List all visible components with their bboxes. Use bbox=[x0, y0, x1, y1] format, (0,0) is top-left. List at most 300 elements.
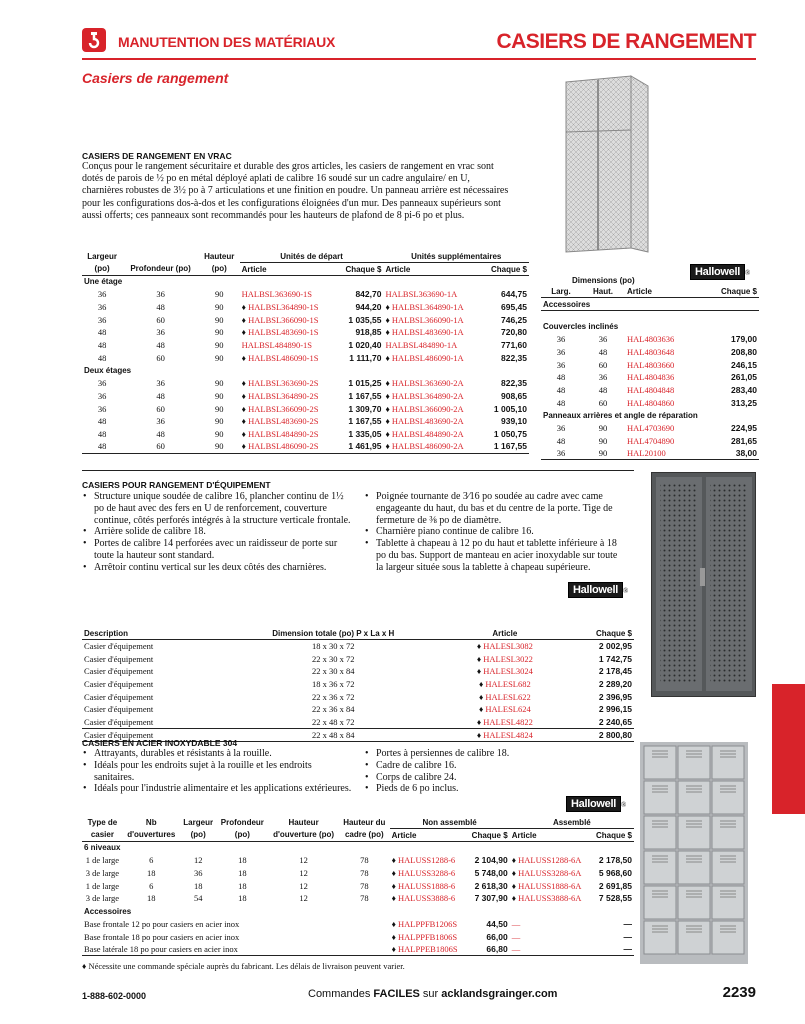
article-number[interactable]: HALUSS3888-6A bbox=[518, 893, 582, 904]
article-cell bbox=[383, 440, 481, 453]
article-cell: ♦ HALUSS3888-6A bbox=[511, 893, 582, 904]
group-label: Couvercles inclinés bbox=[543, 322, 619, 332]
registered-mark: ® bbox=[620, 801, 627, 809]
article-cell: ♦ HALESL622 bbox=[478, 691, 531, 702]
cell-depth: 60 bbox=[156, 441, 165, 452]
table-row bbox=[82, 313, 529, 326]
cell-price: 2 104,90 bbox=[474, 855, 508, 866]
feature-bullet: • Tablette à chapeau à 12 po du haut et tablette inférieure à 18 po du bas. Support de manteau en acier inoxydable sur toute la largeur située sous la tablette à chapeau supérieure. bbox=[364, 538, 626, 573]
article-number[interactable]: HALESL682 bbox=[485, 679, 531, 690]
article-number[interactable]: HALBSL486090-1A bbox=[391, 352, 464, 363]
bulk-title: CASIERS DE RANGEMENT EN VRAC bbox=[82, 151, 232, 161]
article-number[interactable]: HALESL3022 bbox=[483, 653, 533, 664]
cell-openings: 6 bbox=[149, 855, 154, 866]
cell-price: 1 461,95 bbox=[348, 441, 382, 452]
group-label: Accessoires bbox=[84, 906, 132, 916]
table-row bbox=[82, 918, 634, 931]
article-number[interactable]: HALPPFB1206S bbox=[398, 918, 458, 929]
table-row bbox=[541, 346, 759, 359]
feature-bullet: • Arrière solide de calibre 18. bbox=[82, 526, 352, 538]
cell-description: Casier d'équipement bbox=[84, 704, 154, 715]
cell-width: 48 bbox=[97, 416, 107, 427]
article-cell bbox=[383, 326, 481, 339]
cell-dash: — bbox=[623, 918, 632, 929]
cell-dimensions: 22 x 30 x 72 bbox=[312, 653, 355, 664]
article-number[interactable]: HALBSL483690-1A bbox=[391, 327, 464, 338]
cell-depth: 36 bbox=[156, 327, 165, 338]
cell-price: 771,60 bbox=[501, 340, 527, 351]
article-cell: ♦ HALESL3024 bbox=[476, 666, 533, 677]
cell-price: 1 742,75 bbox=[598, 653, 632, 664]
col-header: Hauteur du bbox=[343, 817, 386, 827]
article-number[interactable]: HALBSL484890-1S bbox=[241, 340, 313, 351]
cell-type: 1 de large bbox=[85, 855, 120, 866]
equip-title: CASIERS POUR RANGEMENT D'ÉQUIPEMENT bbox=[82, 480, 271, 490]
article-cell bbox=[383, 428, 481, 441]
page-title: CASIERS DE RANGEMENT bbox=[496, 30, 756, 53]
cell-width: 36 bbox=[193, 868, 203, 879]
article-number[interactable]: HALBSL363690-2A bbox=[391, 378, 464, 389]
cell-description: Base frontale 18 po pour casiers en acier inox bbox=[84, 931, 240, 942]
table-row bbox=[82, 716, 634, 729]
article-cell: ♦ HALPPEB1806S bbox=[391, 943, 458, 954]
table-row bbox=[541, 422, 759, 435]
cell-depth: 60 bbox=[156, 314, 165, 325]
cell-depth: 18 bbox=[238, 893, 247, 904]
cell-price: 644,75 bbox=[501, 289, 527, 300]
cell-price: 1 167,55 bbox=[493, 441, 527, 452]
footer-text: sur bbox=[419, 988, 442, 1000]
cell-price: 1 050,75 bbox=[493, 428, 527, 439]
cell-price: 720,80 bbox=[501, 327, 527, 338]
cell-opening-height: 12 bbox=[299, 855, 308, 866]
table-row bbox=[82, 440, 529, 453]
table-row bbox=[82, 402, 529, 415]
table-row bbox=[82, 377, 529, 390]
cell-description: Base frontale 12 po pour casiers en acier inox bbox=[84, 918, 240, 929]
cell-dimensions: 22 x 36 x 72 bbox=[312, 691, 355, 702]
cell-width: 36 bbox=[556, 448, 566, 459]
feature-bullet: • Portes de calibre 14 perforées avec un raidisseur de porte sur toute la hauteur sont standard. bbox=[82, 538, 352, 562]
table-row bbox=[541, 358, 759, 371]
cell-height: 90 bbox=[215, 340, 224, 351]
cell-price: 2 618,30 bbox=[474, 880, 508, 891]
cell-price: 246,15 bbox=[731, 359, 757, 370]
cell-opening-height: 12 bbox=[299, 880, 308, 891]
article-number[interactable]: HAL4804860 bbox=[627, 397, 675, 408]
cell-price: 2 691,85 bbox=[598, 880, 632, 891]
article-number[interactable]: HALBSL364890-2A bbox=[391, 390, 464, 401]
brand-name: Hallowell bbox=[568, 582, 623, 598]
cell-height: 90 bbox=[215, 289, 224, 300]
cell-width: 12 bbox=[193, 855, 203, 866]
article-cell: ♦ HALUSS1288-6A bbox=[511, 855, 582, 866]
cell-price: 66,00 bbox=[486, 931, 508, 942]
article-cell bbox=[240, 326, 336, 339]
cell-openings: 6 bbox=[149, 880, 154, 891]
divider bbox=[82, 470, 634, 471]
col-header: Chaque $ bbox=[345, 264, 382, 274]
cell-height: 90 bbox=[598, 448, 608, 459]
article-number[interactable]: HALUSS1288-6 bbox=[398, 855, 456, 866]
article-cell: ♦ HALPPFB1206S bbox=[391, 918, 458, 929]
table-row bbox=[82, 352, 529, 365]
article-number[interactable]: HALBSL363690-2S bbox=[248, 378, 319, 389]
cell-height: 90 bbox=[215, 302, 224, 313]
cell-price: 2 289,20 bbox=[598, 679, 632, 690]
cell-price: 2 396,95 bbox=[598, 691, 632, 702]
special-order-mark: ♦ bbox=[385, 441, 390, 452]
cell-dimensions: 22 x 48 x 72 bbox=[312, 717, 355, 728]
article-number[interactable]: HALESL4824 bbox=[483, 729, 533, 740]
article-cell bbox=[240, 313, 336, 326]
cell-depth: 48 bbox=[156, 428, 165, 439]
cell-width: 36 bbox=[97, 314, 107, 325]
article-number[interactable]: HAL4804836 bbox=[627, 372, 675, 383]
cell-price: 7 307,90 bbox=[474, 893, 508, 904]
cell-price: 281,65 bbox=[731, 435, 757, 446]
article-cell: ♦ HALUSS3288-6A bbox=[511, 868, 582, 879]
article-number[interactable]: HALBSL366090-2A bbox=[391, 403, 464, 414]
cell-price: 5 748,00 bbox=[474, 868, 508, 879]
article-cell: ♦ HALUSS3288-6 bbox=[391, 868, 456, 879]
article-cell: ♦ HALESL624 bbox=[478, 704, 531, 715]
brand-name: Hallowell bbox=[566, 796, 621, 812]
col-header: Article bbox=[511, 830, 537, 840]
cell-price: 908,65 bbox=[501, 390, 527, 401]
col-header: (po) bbox=[211, 264, 227, 274]
cell-height: 90 bbox=[215, 403, 224, 414]
cell-depth: 48 bbox=[156, 302, 165, 313]
equipment-locker-image bbox=[651, 472, 756, 697]
article-number[interactable]: HAL4804848 bbox=[627, 385, 675, 396]
col-header: Assemblé bbox=[510, 816, 634, 829]
table-row bbox=[82, 867, 634, 880]
cell-depth: 48 bbox=[156, 340, 165, 351]
article-cell bbox=[383, 313, 481, 326]
section-name: MANUTENTION DES MATÉRIAUX bbox=[118, 34, 336, 50]
special-order-mark: ♦ bbox=[385, 314, 390, 325]
cell-price: 1 309,70 bbox=[348, 403, 382, 414]
footer-text: FACILES bbox=[373, 988, 420, 1000]
table-row bbox=[541, 384, 759, 397]
special-order-mark: ♦ bbox=[385, 428, 390, 439]
table-row bbox=[541, 371, 759, 384]
col-header: Hauteur bbox=[204, 251, 235, 261]
article-number[interactable]: HALUSS1888-6A bbox=[518, 880, 582, 891]
cell-dimensions: 22 x 36 x 84 bbox=[312, 704, 355, 715]
article-cell bbox=[383, 402, 481, 415]
col-header: Unités de départ bbox=[240, 250, 384, 263]
steel-bullets-left bbox=[82, 748, 352, 795]
col-header: Chaque $ bbox=[595, 830, 632, 840]
cell-price: 822,35 bbox=[501, 378, 527, 389]
article-number[interactable]: HALBSL363690-1A bbox=[385, 289, 458, 300]
col-header: Nb bbox=[145, 817, 157, 827]
article-cell: ♦ HALUSS1888-6 bbox=[391, 880, 456, 891]
cell-depth: 60 bbox=[156, 352, 165, 363]
col-header: Chaque $ bbox=[720, 286, 757, 296]
col-header: Article bbox=[391, 830, 417, 840]
article-number[interactable]: HALUSS3288-6 bbox=[398, 868, 456, 879]
cell-dimensions: 22 x 48 x 84 bbox=[312, 729, 355, 740]
cell-width: 36 bbox=[556, 423, 566, 434]
cell-price: 939,10 bbox=[501, 416, 527, 427]
col-header: d'ouverture (po) bbox=[273, 830, 335, 840]
article-number[interactable]: HALBSL486090-1S bbox=[248, 352, 319, 363]
page-subtitle: Casiers de rangement bbox=[82, 70, 229, 86]
equip-bullets-right bbox=[364, 491, 626, 574]
table-row bbox=[82, 390, 529, 403]
article-number[interactable]: HALBSL364890-2S bbox=[248, 390, 319, 401]
cell-depth: 18 bbox=[238, 880, 247, 891]
divider bbox=[82, 728, 634, 729]
special-order-mark: ♦ bbox=[241, 403, 246, 414]
table-row bbox=[82, 652, 634, 665]
cell-width: 36 bbox=[97, 289, 107, 300]
cell-frame-height: 78 bbox=[360, 855, 369, 866]
cell-height: 60 bbox=[598, 359, 608, 370]
hallowell-logo bbox=[568, 580, 628, 598]
cell-frame-height: 78 bbox=[360, 868, 369, 879]
cell-type: 3 de large bbox=[85, 868, 120, 879]
cell-height: 90 bbox=[215, 327, 224, 338]
article-number[interactable]: HALBSL484890-2S bbox=[248, 428, 319, 439]
cell-width: 36 bbox=[97, 302, 107, 313]
article-number[interactable]: HALBSL363690-1S bbox=[241, 289, 313, 300]
cell-height: 60 bbox=[598, 397, 608, 408]
article-cell bbox=[240, 377, 336, 390]
cell-openings: 18 bbox=[147, 893, 156, 904]
table-row bbox=[82, 301, 529, 314]
special-order-mark: ♦ bbox=[241, 302, 246, 313]
article-number[interactable]: HALBSL484890-1A bbox=[385, 340, 458, 351]
article-number[interactable]: HALUSS1888-6 bbox=[398, 880, 456, 891]
bulk-description: Conçus pour le rangement sécuritaire et durable des gros articles, les casiers de rangement en vrac sont dotés de parois de ½ po en métal déployé aplati de calibre 16 soudé sur un cadre angulaire/ en U, charnières robustes de 3½ po à 7 articulations et une finition en poudre. Un panneau arrière est nécessaires pour les configurations dos-à-dos et les configurations éloignées d'un mur. Des panneaux supérieurs sont aussi offerts; ces panneaux sont recommandés pour les hauteurs de plafond de 8 pi-6 po et plus. bbox=[82, 161, 509, 221]
feature-bullet: • Pieds de 6 po inclus. bbox=[364, 783, 626, 795]
special-order-mark: ♦ bbox=[385, 327, 390, 338]
col-header: (po) bbox=[94, 264, 110, 274]
article-number[interactable]: HALBSL483690-2S bbox=[248, 416, 319, 427]
cell-dash: — bbox=[511, 918, 521, 929]
cell-height: 90 bbox=[598, 423, 608, 434]
feature-bullet: • Arrêtoir continu vertical sur les deux côtés des charnières. bbox=[82, 562, 352, 574]
article-number[interactable]: HALESL4822 bbox=[483, 717, 533, 728]
cell-height: 90 bbox=[215, 416, 224, 427]
cell-height: 36 bbox=[598, 372, 608, 383]
article-cell bbox=[240, 402, 336, 415]
cell-height: 90 bbox=[598, 435, 608, 446]
registered-mark: ® bbox=[622, 587, 629, 595]
article-number[interactable]: HALBSL483690-2A bbox=[391, 416, 464, 427]
table-row bbox=[541, 333, 759, 346]
cell-price: 2 178,45 bbox=[598, 666, 632, 677]
cell-description: Casier d'équipement bbox=[84, 666, 154, 677]
cell-width: 48 bbox=[556, 435, 566, 446]
cell-width: 48 bbox=[97, 428, 107, 439]
table-row bbox=[82, 703, 634, 716]
article-number[interactable]: HAL4803660 bbox=[627, 359, 675, 370]
cell-width: 48 bbox=[97, 327, 107, 338]
table-row bbox=[541, 397, 759, 410]
article-number[interactable]: HAL4803636 bbox=[627, 334, 675, 345]
cell-dimensions: 22 x 30 x 84 bbox=[312, 666, 355, 677]
footer-link[interactable]: acklandsgrainger.com bbox=[441, 988, 558, 1000]
article-number[interactable]: HALBSL366090-1S bbox=[248, 314, 319, 325]
cell-price: 1 111,70 bbox=[349, 352, 382, 363]
cell-price: 224,95 bbox=[731, 423, 757, 434]
footer-phone: 1-888-602-0000 bbox=[82, 991, 147, 1001]
cell-type: 1 de large bbox=[85, 880, 120, 891]
special-order-mark: ♦ bbox=[385, 378, 390, 389]
cell-price: 1 015,25 bbox=[348, 378, 382, 389]
col-header: casier bbox=[90, 830, 114, 840]
col-header: Chaque $ bbox=[490, 264, 527, 274]
cell-description: Casier d'équipement bbox=[84, 653, 154, 664]
cell-price: 944,20 bbox=[355, 302, 382, 313]
article-cell bbox=[383, 415, 481, 428]
article-number[interactable]: HALESL3024 bbox=[483, 666, 533, 677]
hallowell-logo bbox=[566, 794, 626, 812]
article-number[interactable]: HALUSS1288-6A bbox=[518, 855, 582, 866]
article-number[interactable]: HAL4704890 bbox=[627, 435, 675, 446]
equip-bullets-left bbox=[82, 491, 352, 574]
cell-dash: — bbox=[623, 943, 632, 954]
article-number[interactable]: HALPPFB1806S bbox=[398, 931, 458, 942]
special-order-mark: ♦ bbox=[385, 403, 390, 414]
cell-description: Casier d'équipement bbox=[84, 717, 154, 728]
cell-width: 36 bbox=[556, 334, 566, 345]
cell-frame-height: 78 bbox=[360, 893, 369, 904]
cell-height: 36 bbox=[598, 334, 608, 345]
cell-price: 5 968,60 bbox=[598, 868, 632, 879]
cell-description: Base latérale 18 po pour casiers en acier inox bbox=[84, 943, 238, 954]
cell-opening-height: 12 bbox=[299, 868, 308, 879]
cell-price: 695,45 bbox=[501, 302, 527, 313]
table-row bbox=[82, 678, 634, 691]
article-number[interactable]: HALUSS3288-6A bbox=[518, 868, 582, 879]
article-number[interactable]: HALESL624 bbox=[485, 704, 531, 715]
col-header: Largeur bbox=[87, 251, 117, 261]
steel-bullets-right bbox=[364, 748, 626, 795]
group-label: Accessoires bbox=[541, 298, 759, 311]
special-order-mark: ♦ bbox=[241, 428, 246, 439]
article-number[interactable]: HAL4803648 bbox=[627, 347, 675, 358]
cell-height: 90 bbox=[215, 428, 224, 439]
col-header: Article bbox=[627, 286, 652, 296]
feature-bullet: • Idéals pour les endroits sujet à la rouille et les endroits sanitaires. bbox=[82, 760, 352, 784]
cell-description: Casier d'équipement bbox=[84, 729, 154, 740]
article-number[interactable]: HALBSL486090-2S bbox=[248, 441, 319, 452]
special-order-mark: ♦ bbox=[385, 352, 390, 363]
cell-price: 7 528,55 bbox=[598, 893, 632, 904]
article-cell: ♦ HALESL4824 bbox=[476, 729, 533, 740]
article-cell bbox=[240, 301, 336, 314]
article-number[interactable]: HALBSL484890-2A bbox=[391, 428, 464, 439]
cell-price: 1 167,55 bbox=[348, 416, 382, 427]
cell-price: 2 002,95 bbox=[598, 641, 632, 652]
article-number[interactable]: HALBSL366090-2S bbox=[248, 403, 319, 414]
feature-bullet: • Idéals pour l'industrie alimentaire et les applications extérieures. bbox=[82, 783, 352, 795]
cell-openings: 18 bbox=[147, 868, 156, 879]
group-label: Une étage bbox=[84, 277, 123, 287]
article-number[interactable]: HALBSL364890-1S bbox=[248, 302, 319, 313]
article-cell bbox=[383, 377, 481, 390]
col-header: Chaque $ bbox=[471, 830, 508, 840]
table-row bbox=[541, 447, 759, 460]
col-header: cadre (po) bbox=[344, 830, 384, 840]
article-number[interactable]: HALESL3082 bbox=[483, 641, 533, 652]
group-label: Deux étages bbox=[84, 366, 132, 376]
cell-price: 1 005,10 bbox=[493, 403, 527, 414]
dims-label: Dimensions (po) bbox=[572, 276, 635, 285]
cell-price: 38,00 bbox=[735, 448, 757, 459]
feature-bullet: • Attrayants, durables et résistants à la rouille. bbox=[82, 748, 352, 760]
article-cell: ♦ HALESL3082 bbox=[476, 641, 533, 652]
cell-width: 48 bbox=[97, 340, 107, 351]
special-order-mark: ♦ bbox=[241, 314, 246, 325]
cell-depth: 18 bbox=[238, 868, 247, 879]
cell-price: 208,80 bbox=[731, 347, 757, 358]
col-header: Type de bbox=[87, 817, 118, 827]
article-number[interactable]: HALBSL366090-1A bbox=[391, 314, 464, 325]
table-row bbox=[82, 415, 529, 428]
cell-price: 746,25 bbox=[501, 314, 527, 325]
cell-price: 1 167,55 bbox=[348, 390, 382, 401]
cell-width: 48 bbox=[556, 385, 566, 396]
article-number[interactable]: HAL20100 bbox=[627, 448, 666, 459]
registered-mark: ® bbox=[744, 269, 751, 277]
cell-description: Casier d'équipement bbox=[84, 691, 154, 702]
article-number[interactable]: HALPPEB1806S bbox=[398, 943, 458, 954]
cell-depth: 36 bbox=[156, 289, 165, 300]
article-cell bbox=[240, 440, 336, 453]
article-cell bbox=[240, 428, 336, 441]
cell-price: 179,00 bbox=[731, 334, 757, 345]
feature-bullet: • Structure unique soudée de calibre 16, plancher continu de 1½ po de haut avec des fers en U de renforcement, couverture continue, côtés perforés intégrés à la structure verticale frontale. bbox=[82, 491, 352, 526]
article-number[interactable]: HALUSS3888-6 bbox=[398, 893, 456, 904]
article-number[interactable]: HALBSL364890-1A bbox=[391, 302, 464, 313]
special-order-mark: ♦ bbox=[241, 416, 246, 427]
special-order-mark: ♦ bbox=[241, 352, 246, 363]
footer-order bbox=[308, 988, 557, 1000]
article-number[interactable]: HALESL622 bbox=[485, 691, 531, 702]
article-cell bbox=[383, 339, 481, 352]
footer-text: Commandes bbox=[308, 988, 374, 1000]
article-number[interactable]: HAL4703690 bbox=[627, 423, 675, 434]
col-header: Profondeur (po) bbox=[130, 264, 191, 274]
cell-price: 44,50 bbox=[486, 918, 508, 929]
article-number[interactable]: HALBSL483690-1S bbox=[248, 327, 319, 338]
cell-depth: 60 bbox=[156, 403, 165, 414]
col-header: Article bbox=[492, 628, 518, 638]
col-header: (po) bbox=[190, 830, 206, 840]
article-number[interactable]: HALBSL486090-2A bbox=[391, 441, 464, 452]
cell-width: 48 bbox=[97, 352, 107, 363]
cell-price: 313,25 bbox=[731, 397, 757, 408]
feature-bullet: • Charnière piano continue de calibre 16. bbox=[364, 526, 626, 538]
cell-price: 918,85 bbox=[355, 327, 382, 338]
stainless-locker-image bbox=[640, 742, 748, 970]
col-header: Dimension totale (po) P x La x H bbox=[272, 628, 395, 638]
special-order-mark: ♦ bbox=[241, 378, 246, 389]
cell-description: Casier d'équipement bbox=[84, 641, 154, 652]
cell-depth: 36 bbox=[156, 416, 165, 427]
article-cell bbox=[240, 339, 336, 352]
cell-price: 66,80 bbox=[486, 943, 508, 954]
cell-dash: — bbox=[511, 943, 521, 954]
table-row bbox=[82, 892, 634, 905]
